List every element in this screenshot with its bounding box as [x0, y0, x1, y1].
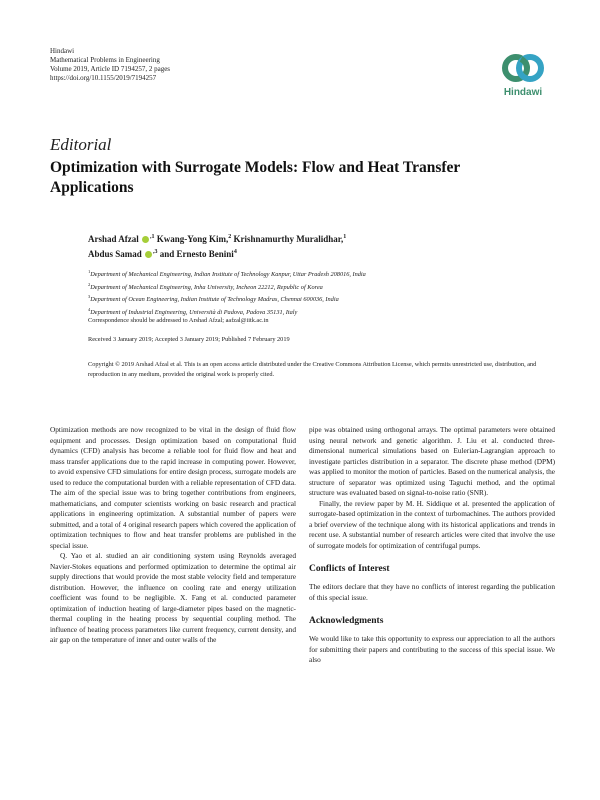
conflicts-text: The editors declare that they have no conflicts of interest regarding the publication of this special issue.: [309, 582, 555, 602]
author-sup: 2: [228, 234, 232, 240]
acknowledgments-heading: Acknowledgments: [309, 616, 384, 626]
hindawi-logo: [497, 50, 549, 104]
article-title: Optimization with Surrogate Models: Flow and Heat Transfer Applications: [50, 159, 461, 196]
body-paragraph: Optimization methods are now recognized to be vital in the design of fluid flow equipment and processes. Design optimization based on computational fluid dynamics (CFD) analysis has become a reliable tool for fluid flow and heat and mass transfer applications due to the rapid increase in computing power. However, to avoid expensive CFD simulations for entire design process, surrogate models are used to reduce the computational burden with a reliable representation of CFD data. The aim of the special issue was to bring together contributions from engineers, mathematicians, and computer scientists working on basic research and practical applications in engineering optimization. A substantial number of papers were submitted, and a total of 4 original research papers which covered the application of optimization techniques to flow and heat transfer problems are published in the special issue.: [50, 425, 296, 550]
body-right-column: [309, 425, 555, 666]
author-name[interactable]: Abdus Samad: [88, 249, 142, 259]
publication-dates: Received 3 January 2019; Accepted 3 January 2019; Published 7 February 2019: [88, 336, 290, 343]
hindawi-logo-icon: [501, 50, 545, 86]
affiliations: [88, 267, 528, 318]
author-name[interactable]: and Ernesto Benini: [159, 249, 234, 259]
body-left-column: [50, 425, 296, 646]
body-paragraph: Q. Yao et al. studied an air conditioning system using Reynolds averaged Navier-Stokes equations and performed optimization to determine the optimal air supply directions that would provide the most stable velocity field and temperature distribution. However, the influence on cooling rate and energy utilization coefficient was found to be negligible. X. Fang et al. conducted parameter optimization of induction heating of large-diameter pipes based on the magnetic-thermal coupling in the heating process by sequential coupling method. The influence of heating process parameters like current frequency, current density, and air gap on the temperature of inner and outer walls of the: [50, 551, 296, 644]
body-paragraph: pipe was obtained using orthogonal arrays. The optimal parameters were obtained using neural network and genetic algorithm. J. Liu et al. conducted three-dimensional numerical simulations based on Eulerian-Lagrangian approach to investigate particles distribution in a separator. The discrete phase method (DPM) was applied to monitor the motion of particles. Based on the numerical analysis, the structure of separator was optimized using Taguchi method, and the optimal structure was evaluated based on signal-to-noise ratio (SNR).: [309, 425, 555, 497]
journal-name: Mathematical Problems in Engineering: [50, 56, 160, 64]
author-sup: ,1: [150, 234, 155, 240]
conflicts-heading: Conflicts of Interest: [309, 564, 390, 574]
affiliation: $^1$Department of Mechanical Engineering, Indian Institute of Technology Kanpur, Uttar Pradesh 208016, India: [88, 269, 366, 279]
affiliation: $^3$Department of Ocean Engineering, Indian Institute of Technology Madras, Chennai 600036, India: [88, 294, 339, 304]
acknowledgments-text: We would like to take this opportunity to express our appreciation to all the authors for submitting their papers and contributing to the success of this special issue. We also: [309, 634, 555, 664]
author-name[interactable]: Kwang-Yong Kim,: [156, 234, 229, 244]
copyright-notice: Copyright © 2019 Arshad Afzal et al. This is an open access article distributed under the Creative Commons Attribution License, which permits unrestricted use, distribution, and reproduction in any medium, provided the original work is properly cited.: [88, 361, 537, 378]
author-list: [88, 231, 508, 261]
author-name[interactable]: Arshad Afzal: [88, 234, 139, 244]
publisher-name: Hindawi: [50, 47, 75, 55]
author-sup: 1: [343, 234, 347, 240]
journal-info: [50, 47, 170, 83]
article-type: Editorial: [50, 135, 112, 154]
author-line-2: [88, 246, 508, 261]
body-paragraph: Finally, the review paper by M. H. Siddique et al. presented the application of surrogate-based optimization in the context of turbomachines. The authors provided a brief overview of the technique along with its historical applications and trends in recent use. A substantial number of research articles were cited that involve the use of surrogate models for optimization of centrifugal pumps.: [309, 498, 555, 550]
author-line-1: [88, 231, 508, 246]
affiliation: $^2$Department of Mechanical Engineering, Inha University, Incheon 22212, Republic of Korea: [88, 281, 323, 291]
logo-text: Hindawi: [503, 87, 543, 98]
affiliation: $^4$Department of Industrial Engineering, Università di Padova, Padova 35131, Italy: [88, 307, 298, 317]
orcid-icon[interactable]: [142, 236, 149, 243]
author-sup: ,3: [153, 249, 158, 255]
author-name[interactable]: Krishnamurthy Muralidhar,: [233, 234, 344, 244]
orcid-icon[interactable]: [145, 251, 152, 258]
correspondence: Correspondence should be addressed to Arshad Afzal; aafzal@iitk.ac.in: [88, 317, 269, 324]
author-sup: 4: [233, 249, 237, 255]
volume-line: Volume 2019, Article ID 7194257, 2 pages: [50, 65, 171, 73]
doi-link[interactable]: https://doi.org/10.1155/2019/7194257: [50, 74, 157, 82]
